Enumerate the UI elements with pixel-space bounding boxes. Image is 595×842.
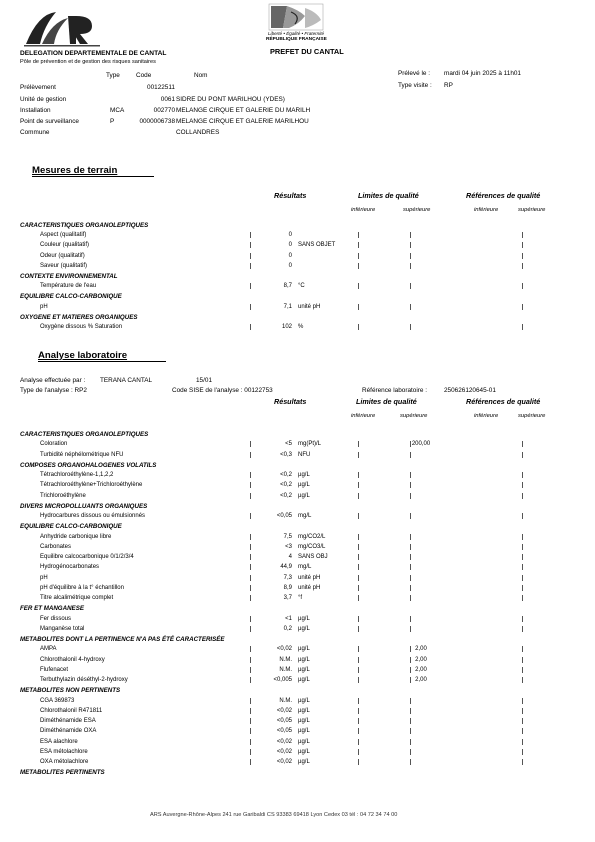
labo-param-value: <0,05 — [276, 513, 292, 519]
terrain-category: CARACTERISTIQUES ORGANOLEPTIQUES — [20, 222, 149, 229]
labo-param-value: <0,02 — [276, 707, 292, 714]
labo-param-name: Diméthénamide ESA — [40, 718, 96, 724]
labo-row-rule — [410, 482, 411, 488]
labo-row-rule — [358, 749, 359, 755]
labo-lim-sup: 2,00 — [415, 646, 427, 653]
labo-row-rule — [522, 616, 523, 622]
terrain-category: OXYGENE ET MATIERES ORGANIQUES — [20, 313, 138, 321]
labo-row-rule — [358, 677, 359, 683]
labo-param-value: <0,2 — [280, 472, 292, 478]
motto-text: Liberté • Égalité • Fraternité — [268, 31, 325, 36]
labo-row-rule — [250, 482, 251, 488]
labo-row-rule — [410, 749, 411, 755]
labo-ref-sup: supérieure — [518, 413, 546, 419]
labo-param-name: Equilibre calcocarbonique 0/1/2/3/4 — [40, 554, 134, 560]
sample-row-label: Unité de gestion — [20, 96, 67, 103]
labo-row-rule — [358, 534, 359, 540]
terrain-ref-sup: supérieure — [518, 207, 546, 213]
labo-param-unit: mg/L — [298, 564, 312, 571]
labo-param-name: Anhydride carbonique libre — [40, 533, 112, 540]
terrain-ref-inf: inférieure — [474, 207, 499, 213]
labo-ref-inf: inférieure — [474, 413, 499, 419]
labo-param-unit: µg/L — [298, 666, 310, 673]
labo-param-unit: µg/L — [298, 482, 310, 489]
labo-param-unit: µg/L — [298, 748, 310, 755]
labo-row-rule — [522, 677, 523, 683]
terrain-param-name: Odeur (qualitatif) — [40, 252, 85, 259]
labo-param-unit: mg/CO2/L — [298, 533, 326, 540]
terrain-row-rule — [358, 253, 359, 259]
labo-row-rule — [250, 718, 251, 724]
labo-row-rule — [358, 441, 359, 447]
labo-row-rule — [250, 575, 251, 581]
labo-row-rule — [358, 626, 359, 632]
labo-param-value: <0,02 — [276, 646, 292, 653]
visite-label: Type visite : — [398, 82, 432, 89]
terrain-title-rule — [32, 176, 154, 177]
labo-row-rule — [358, 544, 359, 550]
labo-row-rule — [522, 657, 523, 663]
terrain-param-unit: % — [298, 324, 304, 330]
labo-row-rule — [358, 493, 359, 499]
labo-row-rule — [358, 452, 359, 458]
labo-row-rule — [410, 739, 411, 745]
labo-param-unit: mg(Pt)/L — [298, 441, 322, 448]
terrain-param-value: 0 — [288, 242, 292, 249]
terrain-param-unit: unité pH — [298, 303, 321, 310]
labo-row-rule — [250, 585, 251, 591]
terrain-param-value: 8,7 — [283, 283, 292, 290]
labo-row-rule — [522, 564, 523, 570]
terrain-param-value: 0 — [288, 262, 292, 269]
labo-effectuee-label: Analyse effectuée par : — [20, 377, 86, 384]
terrain-param-value: 0 — [288, 232, 292, 239]
labo-param-value: <0,2 — [280, 492, 292, 499]
labo-row-rule — [250, 441, 251, 447]
labo-param-value: 7,5 — [283, 533, 292, 540]
labo-param-unit: °f — [298, 595, 303, 601]
labo-param-value: <0,02 — [276, 748, 292, 755]
terrain-row-rule — [522, 283, 523, 289]
terrain-section-title: Mesures de terrain — [32, 165, 118, 176]
labo-lim-sup: 2,00 — [415, 677, 427, 683]
labo-param-unit: µg/L — [298, 707, 310, 714]
labo-row-rule — [522, 749, 523, 755]
terrain-col-resultats: Résultats — [274, 191, 307, 200]
labo-row-rule — [358, 482, 359, 488]
terrain-row-rule — [250, 283, 251, 289]
labo-category: METABOLITES NON PERTINENTS — [20, 687, 121, 695]
labo-row-rule — [522, 708, 523, 714]
terrain-row-rule — [358, 283, 359, 289]
terrain-param-value: 102 — [281, 324, 292, 330]
labo-row-rule — [250, 616, 251, 622]
sample-row-label: Point de surveillance — [20, 118, 79, 125]
sample-row-label: Commune — [20, 129, 50, 136]
labo-row-rule — [410, 595, 411, 601]
terrain-param-unit: °C — [298, 283, 305, 290]
sample-row-code: 00122511 — [147, 84, 175, 91]
labo-row-rule — [522, 739, 523, 745]
labo-row-rule — [410, 698, 411, 704]
labo-row-rule — [358, 575, 359, 581]
terrain-row-rule — [358, 232, 359, 238]
labo-row-rule — [250, 708, 251, 714]
labo-param-name: Tétrachloroéthylène-1,1,2,2 — [40, 472, 114, 478]
col-nom-header: Nom — [194, 72, 208, 79]
labo-row-rule — [358, 646, 359, 652]
labo-row-rule — [250, 626, 251, 632]
labo-effectuee-value: TERANA CANTAL — [100, 377, 153, 384]
labo-col-resultats: Résultats — [274, 397, 307, 406]
labo-row-rule — [522, 667, 523, 673]
labo-row-rule — [522, 513, 523, 519]
labo-param-value: <0,02 — [276, 738, 292, 745]
labo-row-rule — [410, 626, 411, 632]
preleve-value: mardi 04 juin 2025 à 11h01 — [444, 70, 521, 77]
terrain-row-rule — [250, 304, 251, 310]
labo-param-value: 8,9 — [283, 584, 292, 591]
labo-row-rule — [358, 585, 359, 591]
labo-param-unit: µg/L — [298, 472, 310, 478]
labo-row-rule — [410, 564, 411, 570]
terrain-row-rule — [358, 263, 359, 269]
labo-param-value: 4 — [288, 554, 292, 560]
labo-param-value: <0,05 — [276, 728, 292, 735]
labo-param-value: N.M. — [279, 666, 292, 673]
terrain-category: EQUILIBRE CALCO-CARBONIQUE — [20, 293, 122, 301]
terrain-row-rule — [522, 263, 523, 269]
labo-param-unit: NFU — [298, 451, 311, 458]
labo-row-rule — [522, 544, 523, 550]
labo-category: EQUILIBRE CALCO-CARBONIQUE — [20, 523, 122, 531]
terrain-param-name: Couleur (qualitatif) — [40, 242, 90, 249]
terrain-row-rule — [410, 253, 411, 259]
labo-row-rule — [522, 534, 523, 540]
labo-param-name: Chlorothalonil R471811 — [40, 707, 103, 714]
labo-row-rule — [522, 441, 523, 447]
terrain-row-rule — [522, 232, 523, 238]
labo-row-rule — [358, 554, 359, 560]
labo-row-rule — [522, 595, 523, 601]
labo-row-rule — [250, 677, 251, 683]
terrain-row-rule — [522, 242, 523, 248]
labo-param-value: 3,7 — [283, 595, 292, 601]
labo-param-name: OXA métolachlore — [40, 759, 89, 765]
labo-param-name: Diméthénamide OXA — [40, 728, 97, 735]
labo-param-name: AMPA — [40, 646, 57, 653]
labo-effectuee-code: 15/01 — [196, 377, 212, 384]
sample-row-nom: COLLANDRES — [176, 129, 220, 136]
terrain-row-rule — [250, 232, 251, 238]
labo-param-value: 44,9 — [280, 564, 292, 571]
labo-param-name: Coloration — [40, 441, 68, 448]
labo-lim-sup: 2,00 — [415, 656, 427, 663]
labo-row-rule — [250, 667, 251, 673]
sample-row-code: 0061 — [160, 96, 175, 103]
labo-param-name: ESA métolachlore — [40, 748, 88, 755]
terrain-lim-sup: supérieure — [403, 207, 431, 213]
ars-logo-icon — [22, 8, 104, 48]
labo-ref-value: 250626120645-01 — [444, 387, 496, 394]
col-type-header: Type — [106, 72, 120, 79]
labo-lim-sup: 200,00 — [411, 441, 431, 448]
labo-row-rule — [250, 564, 251, 570]
labo-param-name: Chlorothalonil 4-hydroxy — [40, 656, 105, 663]
labo-param-unit: µg/L — [298, 615, 310, 622]
labo-param-name: Fer dissous — [40, 615, 72, 622]
labo-row-rule — [522, 759, 523, 765]
labo-param-name: CGA 369873 — [40, 697, 75, 704]
terrain-param-name: Aspect (qualitatif) — [40, 232, 87, 239]
labo-row-rule — [250, 493, 251, 499]
terrain-param-name: Oxygène dissous % Saturation — [40, 324, 123, 330]
labo-param-name: Titre alcalimétrique complet — [40, 595, 114, 601]
labo-row-rule — [250, 472, 251, 478]
labo-row-rule — [250, 739, 251, 745]
labo-row-rule — [250, 595, 251, 601]
labo-param-unit: µg/L — [298, 738, 310, 745]
labo-row-rule — [410, 554, 411, 560]
labo-param-name: Turbidité néphélométrique NFU — [40, 451, 124, 458]
labo-lim-sup: 2,00 — [415, 666, 427, 673]
labo-param-name: pH — [40, 574, 48, 581]
sample-row-code: 002770 — [153, 107, 175, 114]
terrain-row-rule — [410, 304, 411, 310]
labo-row-rule — [410, 759, 411, 765]
labo-row-rule — [250, 646, 251, 652]
terrain-col-limites: Limites de qualité — [358, 191, 419, 200]
labo-row-rule — [522, 575, 523, 581]
labo-section-title: Analyse laboratoire — [38, 350, 128, 361]
labo-param-unit: mg/L — [298, 513, 312, 519]
sample-row-code: 0000006738 — [139, 118, 175, 125]
prefecture-title: PREFET DU CANTAL — [270, 47, 344, 56]
terrain-row-rule — [250, 324, 251, 330]
terrain-row-rule — [358, 324, 359, 330]
labo-row-rule — [410, 493, 411, 499]
terrain-row-rule — [522, 324, 523, 330]
labo-row-rule — [358, 657, 359, 663]
terrain-row-rule — [410, 283, 411, 289]
labo-row-rule — [410, 575, 411, 581]
labo-lim-sup: supérieure — [400, 413, 428, 419]
labo-param-value: <0,3 — [280, 451, 292, 458]
labo-type-label: Type de l'analyse : RP2 — [20, 387, 87, 394]
republic-text: RÉPUBLIQUE FRANÇAISE — [266, 37, 327, 42]
labo-row-rule — [250, 452, 251, 458]
labo-param-name: Hydrocarbures dissous ou émulsionnés — [40, 513, 146, 519]
labo-param-value: <5 — [285, 441, 292, 448]
terrain-category: CONTEXTE ENVIRONNEMENTAL — [20, 273, 118, 280]
labo-param-unit: unité pH — [298, 584, 321, 591]
labo-category: METABOLITES DONT LA PERTINENCE N'A PAS ÉTÉ CARACTERISÉE — [20, 636, 225, 643]
labo-param-unit: unité pH — [298, 574, 321, 581]
labo-param-unit: µg/L — [298, 625, 310, 632]
labo-param-value: <0,02 — [276, 759, 292, 765]
labo-row-rule — [410, 452, 411, 458]
labo-lim-inf: inférieure — [351, 413, 376, 419]
labo-param-value: <0,005 — [273, 677, 292, 683]
labo-category: COMPOSES ORGANOHALOGENES VOLATILS — [20, 461, 157, 469]
labo-row-rule — [522, 482, 523, 488]
labo-row-rule — [522, 646, 523, 652]
labo-row-rule — [250, 554, 251, 560]
labo-param-unit: µg/L — [298, 677, 310, 683]
labo-param-name: pH d'équilibre à la t° échantillon — [40, 584, 124, 591]
org-name: DELEGATION DEPARTEMENTALE DE CANTAL — [20, 50, 167, 57]
labo-row-rule — [358, 616, 359, 622]
terrain-param-value: 7,1 — [283, 303, 292, 310]
sample-row-nom: SIDRE DU PONT MARILHOU (YDES) — [176, 96, 285, 103]
labo-category: DIVERS MICROPOLLUANTS ORGANIQUES — [20, 502, 148, 510]
labo-param-value: 7,3 — [283, 574, 292, 581]
labo-param-value: <1 — [285, 615, 292, 622]
preleve-label: Prélevé le : — [398, 70, 430, 77]
labo-row-rule — [410, 616, 411, 622]
terrain-row-rule — [522, 253, 523, 259]
labo-param-unit: µg/L — [298, 646, 310, 653]
labo-row-rule — [522, 728, 523, 734]
labo-param-value: <0,05 — [276, 718, 292, 724]
terrain-param-value: 0 — [288, 252, 292, 259]
col-code-header: Code — [136, 72, 152, 79]
labo-sise-label: Code SISE de l'analyse : 00122753 — [172, 387, 273, 394]
labo-row-rule — [410, 708, 411, 714]
labo-col-limites: Limites de qualité — [356, 397, 417, 406]
labo-param-value: N.M. — [279, 697, 292, 704]
labo-row-rule — [250, 513, 251, 519]
sample-row-nom: MELANGE CIRQUE ET GALERIE DU MARILH — [176, 107, 311, 114]
labo-param-value: <3 — [285, 543, 292, 550]
terrain-lim-inf: inférieure — [351, 207, 376, 213]
labo-row-rule — [250, 657, 251, 663]
labo-row-rule — [358, 708, 359, 714]
terrain-row-rule — [250, 253, 251, 259]
terrain-col-references: Références de qualité — [466, 191, 541, 200]
labo-row-rule — [522, 452, 523, 458]
labo-category: METABOLITES PERTINENTS — [20, 769, 105, 777]
labo-row-rule — [358, 472, 359, 478]
labo-param-name: Trichloroéthylène — [40, 492, 86, 499]
terrain-row-rule — [410, 232, 411, 238]
labo-title-rule — [38, 361, 166, 362]
terrain-row-rule — [522, 304, 523, 310]
labo-row-rule — [410, 718, 411, 724]
labo-param-name: Carbonates — [40, 543, 72, 550]
terrain-row-rule — [410, 242, 411, 248]
labo-ref-label: Référence laboratoire : — [362, 387, 428, 394]
terrain-row-rule — [250, 263, 251, 269]
sample-row-label: Prélèvement — [20, 84, 56, 91]
labo-row-rule — [358, 564, 359, 570]
labo-param-name: Flufenacet — [40, 666, 69, 673]
labo-param-value: <0,2 — [280, 482, 292, 489]
labo-row-rule — [522, 718, 523, 724]
terrain-param-unit: SANS OBJET — [298, 242, 336, 249]
labo-row-rule — [358, 759, 359, 765]
labo-row-rule — [410, 534, 411, 540]
labo-row-rule — [250, 544, 251, 550]
labo-param-unit: µg/L — [298, 656, 310, 663]
labo-param-unit: µg/L — [298, 718, 310, 724]
labo-row-rule — [522, 554, 523, 560]
labo-row-rule — [358, 667, 359, 673]
labo-param-value: 0,2 — [283, 625, 292, 632]
labo-row-rule — [410, 585, 411, 591]
terrain-row-rule — [358, 242, 359, 248]
terrain-param-name: Température de l'eau — [40, 283, 97, 290]
sample-row-type: MCA — [110, 107, 125, 114]
labo-row-rule — [250, 534, 251, 540]
labo-row-rule — [358, 698, 359, 704]
visite-value: RP — [444, 82, 453, 89]
labo-row-rule — [522, 472, 523, 478]
labo-row-rule — [358, 595, 359, 601]
labo-row-rule — [250, 698, 251, 704]
labo-row-rule — [410, 513, 411, 519]
labo-param-unit: µg/L — [298, 697, 310, 704]
labo-row-rule — [358, 739, 359, 745]
labo-category: CARACTERISTIQUES ORGANOLEPTIQUES — [20, 431, 149, 438]
terrain-param-name: Saveur (qualitatif) — [40, 262, 88, 269]
labo-row-rule — [522, 698, 523, 704]
labo-param-name: ESA alachlore — [40, 738, 78, 745]
labo-row-rule — [358, 513, 359, 519]
dept-name: Pôle de prévention et de gestion des risques sanitaires — [20, 59, 156, 65]
labo-param-unit: µg/L — [298, 759, 310, 765]
labo-row-rule — [522, 585, 523, 591]
sample-row-type: P — [110, 118, 115, 125]
terrain-row-rule — [250, 242, 251, 248]
terrain-row-rule — [410, 263, 411, 269]
labo-row-rule — [358, 718, 359, 724]
labo-col-references: Références de qualité — [466, 397, 541, 406]
labo-row-rule — [250, 759, 251, 765]
labo-param-value: N.M. — [279, 656, 292, 663]
labo-row-rule — [522, 626, 523, 632]
labo-row-rule — [250, 749, 251, 755]
terrain-param-name: pH — [40, 303, 48, 310]
sample-row-nom: MELANGE CIRQUE ET GALERIE MARILHOU — [176, 118, 309, 125]
labo-param-name: Terbuthylazin déséthyl-2-hydroxy — [40, 677, 128, 683]
labo-param-unit: SANS OBJ — [298, 554, 328, 560]
labo-param-name: Tétrachloroéthylène+Trichloroéthylène — [40, 482, 143, 489]
labo-row-rule — [250, 728, 251, 734]
labo-row-rule — [410, 728, 411, 734]
labo-param-name: Hydrogénocarbonates — [40, 564, 100, 571]
labo-row-rule — [410, 544, 411, 550]
labo-param-unit: µg/L — [298, 492, 310, 499]
labo-row-rule — [522, 493, 523, 499]
sample-row-label: Installation — [20, 107, 51, 114]
labo-param-unit: µg/L — [298, 728, 310, 735]
footer-text: ARS Auvergne-Rhône-Alpes 241 rue Garibaldi CS 93383 69418 Lyon Cedex 03 tél : 04 72 34 74 00 — [150, 812, 398, 818]
labo-row-rule — [410, 472, 411, 478]
terrain-row-rule — [410, 324, 411, 330]
labo-category: FER ET MANGANESE — [20, 605, 84, 613]
terrain-row-rule — [358, 304, 359, 310]
labo-row-rule — [358, 728, 359, 734]
labo-param-name: Manganèse total — [40, 625, 85, 632]
labo-param-unit: mg/CO3/L — [298, 543, 326, 550]
